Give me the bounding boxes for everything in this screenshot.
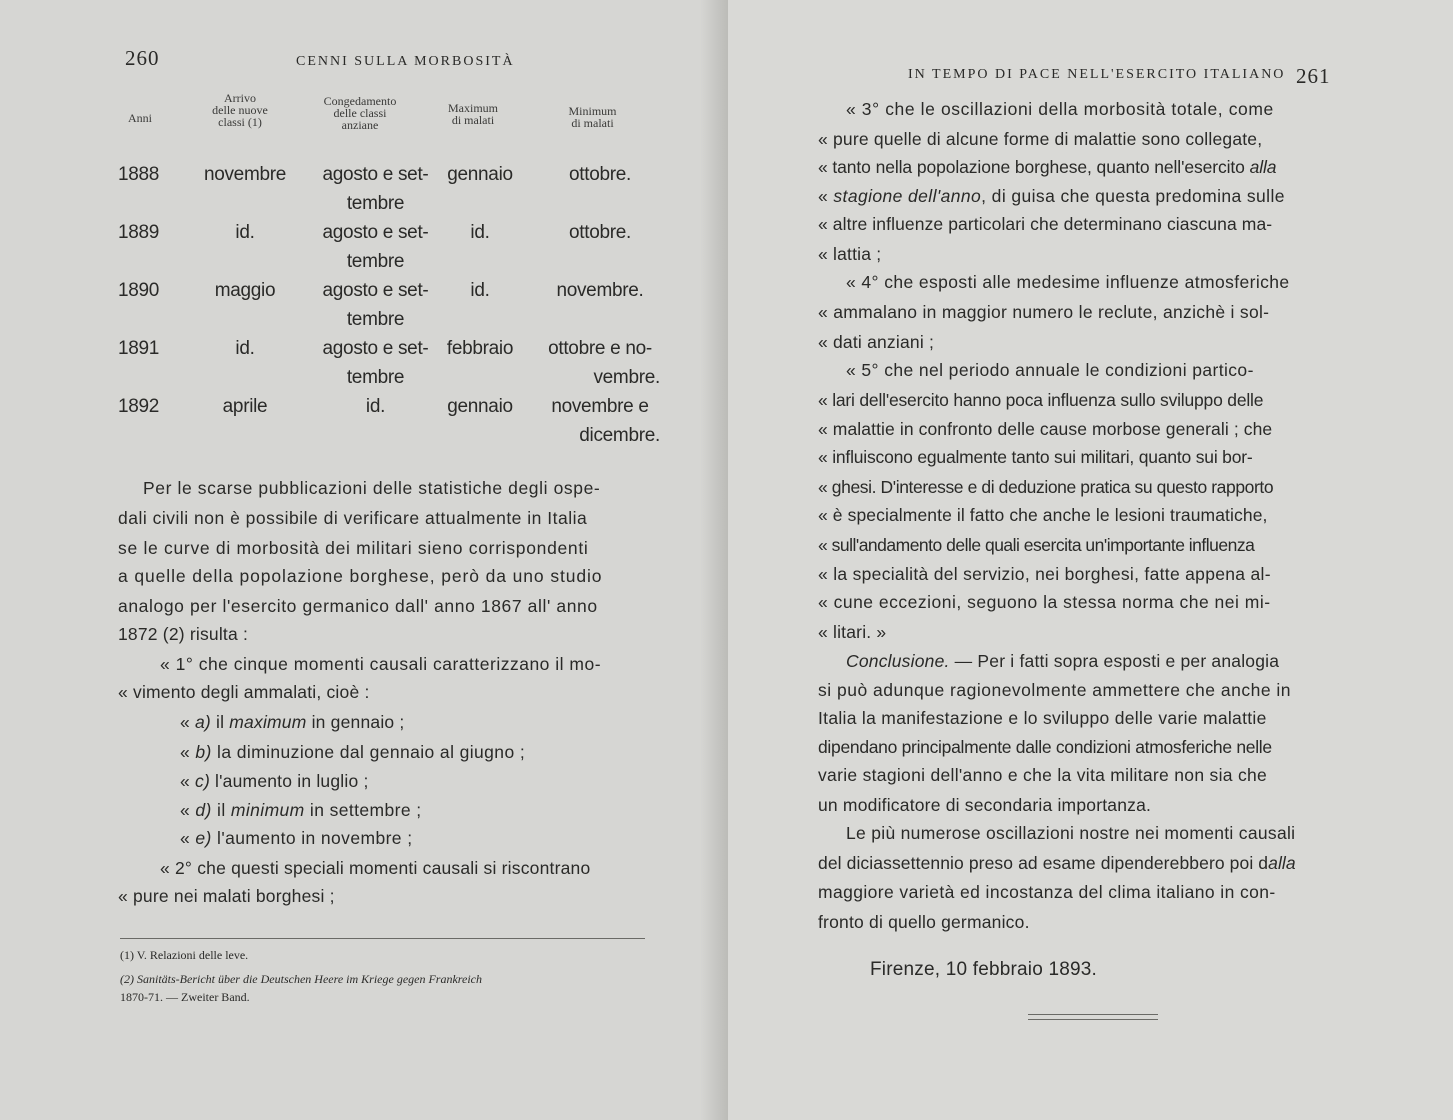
table-cell-minimum: novembre. (556, 280, 644, 301)
text-line: Conclusione. — Per i fatti sopra esposti e per analogia (846, 651, 1280, 671)
page-number-right: 261 (1296, 64, 1331, 88)
table-cell-arrivo: id. (235, 338, 255, 359)
table-cell-maximum: gennaio (447, 164, 513, 185)
table-cell-minimum: ottobre e no- (548, 338, 652, 359)
text-line: un modificatore di secondaria importanza. (818, 795, 1152, 815)
table-cell-arrivo: novembre (203, 164, 287, 185)
footnote-1: (1) V. Relazioni delle leve. (120, 948, 249, 962)
text-line: « è specialmente il fatto che anche le lesioni traumatiche, (818, 505, 1268, 525)
text-line: Per le scarse pubblicazioni delle statistiche degli ospe- (143, 478, 601, 498)
table-cell-congedo: id. (365, 396, 386, 417)
table-cell-maximum: id. (470, 222, 490, 243)
text-line: « dati anziani ; (818, 332, 935, 352)
table-cell-minimum: vembre. (593, 367, 660, 388)
table-cell-congedo: agosto e set- (322, 280, 429, 301)
table-cell-congedo: tembre (346, 193, 405, 214)
text-line: del diciassettennio preso ad esame dipenderebbero poi dalla (818, 853, 1296, 873)
text-line: « b) la diminuzione dal gennaio al giugno ; (180, 742, 526, 762)
text-line: « tanto nella popolazione borghese, quanto nell'esercito alla (818, 157, 1277, 177)
table-cell-arrivo: maggio (214, 280, 276, 301)
text-line: « influiscono egualmente tanto sui militari, quanto sui bor- (818, 447, 1253, 467)
text-line: si può adunque ragionevolmente ammettere che anche in (818, 680, 1292, 700)
text-line: « ammalano in maggior numero le reclute, anzichè i sol- (818, 302, 1270, 322)
table-cell-congedo: tembre (346, 251, 405, 272)
table-cell-anno: 1892 (118, 396, 160, 417)
text-line: maggiore varietà ed incostanza del clima italiano in con- (818, 882, 1276, 902)
header-maximum: Maximum di malati (448, 101, 498, 127)
text-line: « sull'andamento delle quali esercita un'importante influenza (818, 535, 1255, 555)
signoff: Firenze, 10 febbraio 1893. (870, 959, 1098, 980)
text-line: « e) l'aumento in novembre ; (180, 828, 413, 848)
text-line: « lattia ; (818, 244, 882, 264)
table-cell-maximum: febbraio (446, 338, 514, 359)
end-rule-2 (1028, 1019, 1158, 1020)
text-line: se le curve di morbosità dei militari sieno corrispondenti (118, 538, 589, 558)
table-cell-arrivo: id. (235, 222, 255, 243)
text-line: « cune eccezioni, seguono la stessa norma che nei mi- (818, 592, 1271, 612)
text-line: analogo per l'esercito germanico dall' anno 1867 all' anno (118, 596, 598, 616)
text-line: « 5° che nel periodo annuale le condizioni partico- (846, 360, 1254, 380)
table-cell-anno: 1891 (118, 338, 160, 359)
text-line: « 1° che cinque momenti causali caratterizzano il mo- (160, 654, 602, 674)
table-cell-minimum: novembre e (551, 396, 649, 417)
table-cell-maximum: gennaio (447, 396, 513, 417)
text-line: « pure quelle di alcune forme di malattie sono collegate, (818, 129, 1263, 149)
text-line: 1872 (2) risulta : (118, 624, 249, 644)
table-cell-anno: 1889 (118, 222, 160, 243)
table-cell-maximum: id. (470, 280, 490, 301)
text-line: « altre influenze particolari che determinano ciascuna ma- (818, 214, 1273, 234)
text-line: « c) l'aumento in luglio ; (180, 771, 369, 791)
text-line: dali civili non è possibile di verificare attualmente in Italia (118, 508, 588, 528)
text-line: dipendano principalmente dalle condizioni atmosferiche nelle (818, 737, 1272, 757)
text-line: Italia la manifestazione e lo sviluppo delle varie malattie (818, 708, 1267, 728)
table-cell-minimum: ottobre. (568, 164, 632, 185)
header-minimum: Minimum di malati (568, 104, 617, 130)
table-cell-congedo: tembre (346, 309, 405, 330)
text-line: « ghesi. D'interesse e di deduzione pratica su questo rapporto (818, 477, 1274, 497)
text-line: « litari. » (818, 622, 887, 642)
table-cell-arrivo: aprile (222, 396, 268, 417)
text-line: « 2° che questi speciali momenti causali si riscontrano (160, 858, 591, 878)
text-line: « pure nei malati borghesi ; (118, 886, 335, 906)
table-cell-congedo: agosto e set- (322, 222, 429, 243)
text-line: « malattie in confronto delle cause morbose generali ; che (818, 419, 1273, 439)
text-line: a quelle della popolazione borghese, però da uno studio (118, 566, 603, 586)
table-cell-anno: 1890 (118, 280, 160, 301)
table-cell-congedo: tembre (346, 367, 405, 388)
table-cell-congedo: agosto e set- (322, 338, 429, 359)
text-line: « stagione dell'anno, di guisa che questa predomina sulle (818, 186, 1285, 206)
header-anni: Anni (128, 111, 152, 125)
header-congedamento: Congedamento delle classi anziane (323, 94, 397, 132)
text-line: « la specialità del servizio, nei borghesi, fatte appena al- (818, 564, 1271, 584)
text-line: « vimento degli ammalati, cioè : (118, 682, 370, 702)
text-line: « lari dell'esercito hanno poca influenza sullo sviluppo delle (818, 390, 1264, 410)
table-cell-minimum: ottobre. (568, 222, 632, 243)
text-line: « d) il minimum in settembre ; (180, 800, 422, 820)
text-line: « 3° che le oscillazioni della morbosità totale, come (846, 99, 1274, 119)
right-page (728, 0, 1453, 1120)
footnote-2-cont: 1870-71. — Zweiter Band. (120, 990, 250, 1004)
table-cell-minimum: dicembre. (579, 425, 660, 446)
text-line: « a) il maximum in gennaio ; (180, 712, 405, 732)
running-head-left: CENNI SULLA MORBOSITÀ (296, 54, 515, 69)
text-line: fronto di quello germanico. (818, 912, 1030, 932)
text-line: « 4° che esposti alle medesime influenze atmosferiche (846, 272, 1290, 292)
running-head-right: IN TEMPO DI PACE NELL'ESERCITO ITALIANO (908, 67, 1286, 82)
table-cell-anno: 1888 (118, 164, 160, 185)
page-number-left: 260 (125, 46, 160, 70)
end-rule-1 (1028, 1014, 1158, 1015)
table-cell-congedo: agosto e set- (322, 164, 429, 185)
text-line: Le più numerose oscillazioni nostre nei momenti causali (846, 823, 1296, 843)
text-line: varie stagioni dell'anno e che la vita militare non sia che (818, 765, 1268, 785)
footnote-divider (120, 938, 645, 939)
footnote-2: (2) Sanitäts-Bericht über die Deutschen Heere im Kriege gegen Frankreich (120, 972, 483, 986)
header-arrivo: Arrivo delle nuove classi (1) (212, 91, 268, 129)
